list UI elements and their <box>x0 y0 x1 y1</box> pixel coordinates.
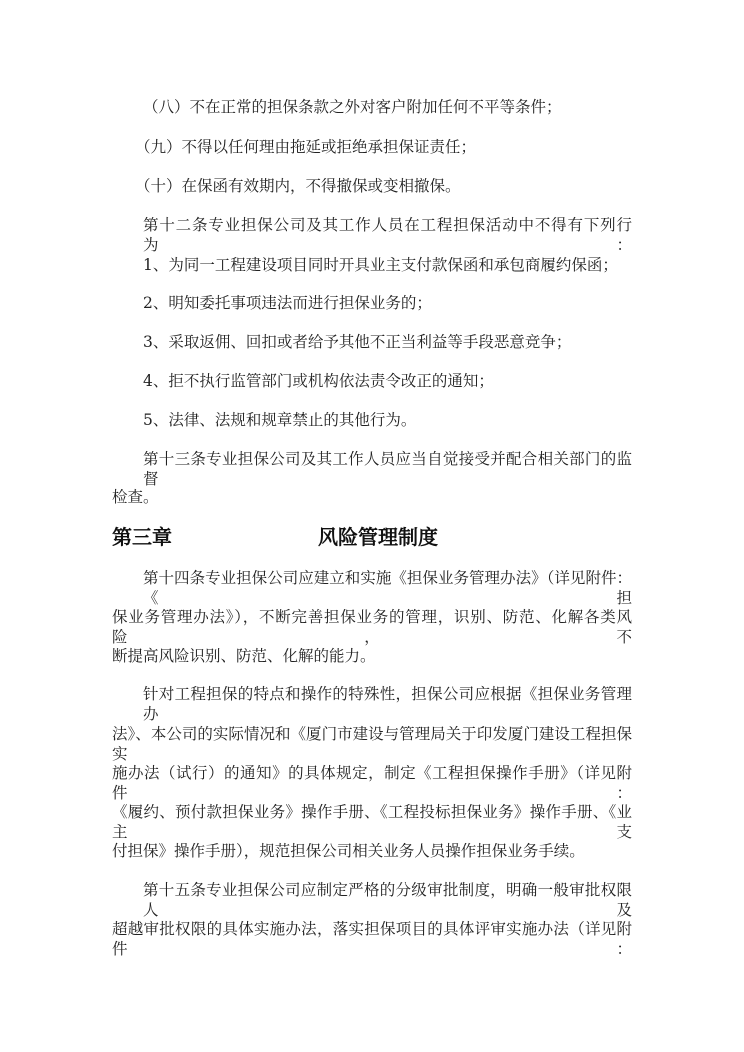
article-12-item: 4、拒不执行监管部门或机构依法责令改正的通知； <box>143 372 494 390</box>
article-15-line: 第十五条专业担保公司应制定严格的分级审批制度，明确一般审批权限人及 <box>143 881 632 919</box>
ops-paragraph-line: 针对工程担保的特点和操作的特殊性，担保公司应根据《担保业务管理办 <box>143 685 632 723</box>
article-13-line: 检查。 <box>112 488 159 506</box>
ops-paragraph-line: 付担保》操作手册），规范担保公司相关业务人员操作担保业务手续。 <box>112 842 585 860</box>
ops-paragraph-line: 法》、本公司的实际情况和《厦门市建设与管理局关于印发厦门建设工程担保实 <box>112 725 632 763</box>
article-15-line: 超越审批权限的具体实施办法，落实担保项目的具体评审实施办法（详见附件： <box>112 920 632 958</box>
article-12-title: 第十二条专业担保公司及其工作人员在工程担保活动中不得有下列行为： <box>143 216 632 254</box>
chapter-title: 风险管理制度 <box>318 525 438 549</box>
clause-10: （十）在保函有效期内，不得撤保或变相撤保。 <box>135 177 461 195</box>
clause-8: （八）不在正常的担保条款之外对客户附加任何不平等条件； <box>143 98 562 116</box>
ops-paragraph-line: 《履约、预付款担保业务》操作手册、《工程投标担保业务》操作手册、《业主支 <box>112 803 632 841</box>
article-12-item: 1、为同一工程建设项目同时开具业主支付款保函和承包商履约保函； <box>143 256 618 274</box>
ops-paragraph-line: 施办法（试行）的通知》的具体规定，制定《工程担保操作手册》（详见附件： <box>112 764 632 802</box>
article-12-item: 3、采取返佣、回扣或者给予其他不正当利益等手段恶意竞争； <box>143 333 572 351</box>
article-14-line: 断提高风险识别、防范、化解的能力。 <box>112 647 376 665</box>
article-14-line: 保业务管理办法》），不断完善担保业务的管理，识别、防范、化解各类风险，不 <box>112 608 632 646</box>
chapter-number: 第三章 <box>112 525 172 549</box>
article-14-line: 第十四条专业担保公司应建立和实施《担保业务管理办法》（详见附件：《担 <box>143 569 632 607</box>
article-13-line: 第十三条专业担保公司及其工作人员应当自觉接受并配合相关部门的监督 <box>143 450 632 488</box>
article-12-item: 2、明知委托事项违法而进行担保业务的； <box>143 294 432 312</box>
clause-9: （九）不得以任何理由拖延或拒绝承担保证责任； <box>135 138 477 156</box>
article-12-item: 5、法律、法规和规章禁止的其他行为。 <box>143 411 417 429</box>
